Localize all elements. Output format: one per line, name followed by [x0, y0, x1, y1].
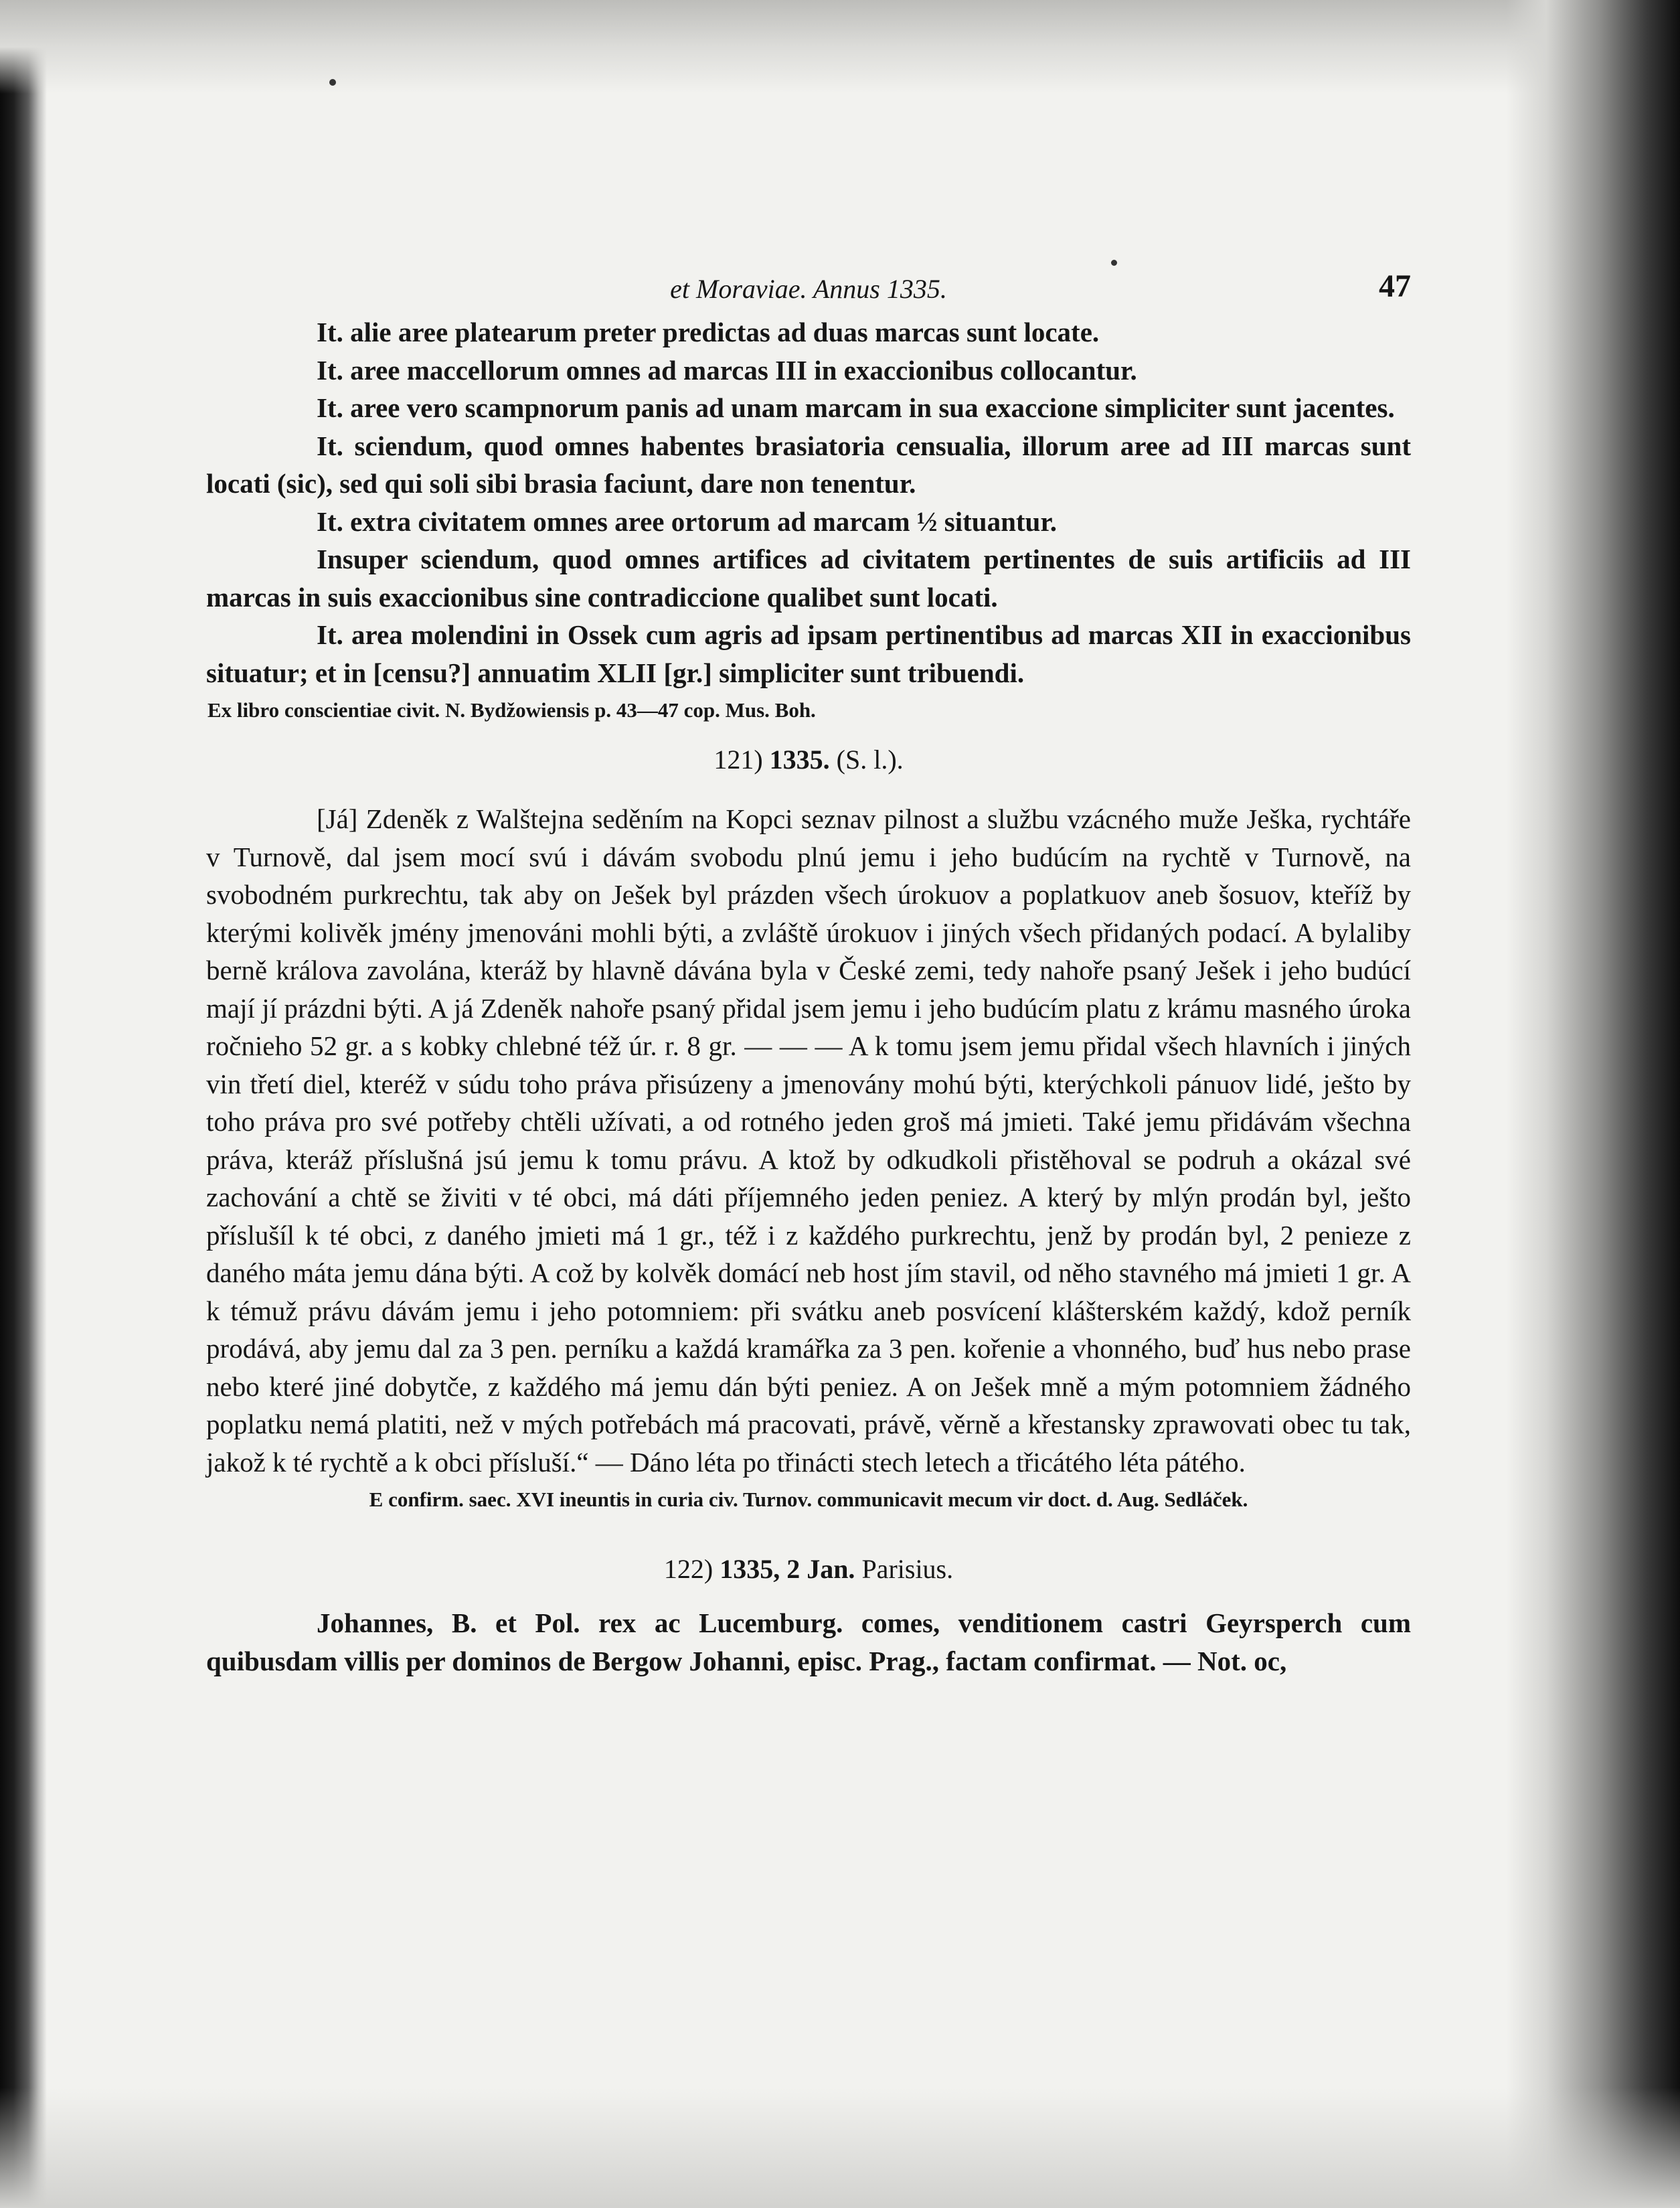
document-date: 1335. [769, 744, 830, 775]
latin-paragraph: It. area molendini in Ossek cum agris ad ipsam pertinentibus ad marcas XII in exaccionibus situatur; et in [censu?] annuatim XLII [gr.] simpliciter sunt tribuendi. [206, 619, 1411, 688]
latin-paragraph: Insuper sciendum, quod omnes artifices ad civitatem pertinentes de suis artificiis ad III marcas in suis exaccionibus sine contradiccione qualibet sunt locati. [206, 544, 1411, 613]
book-page [206, 266, 1411, 1680]
document-122-heading [206, 1549, 1411, 1589]
document-number: 121) [713, 744, 763, 775]
source-note: E confirm. saec. XVI ineuntis in curia civ. Turnov. communicavit mecum vir doct. d. Aug. Sedláček. [369, 1488, 1248, 1511]
document-place: (S. l.). [836, 744, 904, 775]
latin-paragraph: It. aree maccellorum omnes ad marcas III in exaccionibus collocantur. [317, 354, 1137, 386]
source-note: Ex libro conscientiae civit. N. Bydžowiensis p. 43—47 cop. Mus. Boh. [207, 698, 816, 722]
page-number: 47 [1379, 268, 1411, 304]
scan-right-shadow [1506, 0, 1680, 2208]
scan-bottom-shade [0, 2087, 1680, 2208]
running-head [206, 266, 1411, 313]
latin-paragraph: It. aree vero scampnorum panis ad unam marcam in sua exaccione simpliciter sunt jacentes. [317, 392, 1395, 423]
latin-paragraph: It. alie aree platearum preter predictas ad duas marcas sunt locate. [317, 317, 1100, 347]
scan-binding-shadow [0, 0, 47, 2208]
document-month: Jan. [807, 1554, 855, 1584]
scan-speck [329, 79, 336, 86]
document-121-heading [206, 740, 1411, 780]
document-place: Parisius. [861, 1554, 954, 1584]
regest-text: Johannes, B. et Pol. rex ac Lucemburg. comes, venditionem castri Geyrsperch cum quibusdam villis per dominos de Bergow Johanni, episc. Prag., factam confirmat. — Not. oc, [206, 1607, 1411, 1676]
document-121-body [206, 800, 1411, 1514]
document-number: 122) [663, 1554, 713, 1584]
latin-paragraph: It. extra civitatem omnes aree ortorum ad marcam ½ situantur. [317, 505, 1058, 537]
section-latin-entries [206, 313, 1411, 725]
charter-text: [Já] Zdeněk z Walštejna seděním na Kopci seznav pilnost a službu vzácného muže Ješka, rychtáře v Turnově, dal jsem mocí svú i dávám svobodu plnú jemu i jeho budúcím na rychtě v Turnově, na svobodném purkrechtu, tak aby on Ješek byl prázden všech úrokuov a poplatkuov aneb šosuov, kteříž by kterými kolivěk jmény jmenováni mohli býti, a zvláště úrokuov i jiných všech přidaných podací. A bylaliby berně králova zavolána, kteráž by hlavně dávána byla v České zemi, tedy nahoře psaný Ješek i jeho budúcí mají jí prázdni býti. A já Zdeněk nahoře psaný přidal jsem jemu i jeho budúcím platu z krámu masného úroka ročnieho 52 gr. a s kobky chlebné též úr. r. 8 gr. — — — A k tomu jsem jemu přidal všech hlavních i jiných vin třetí diel, kteréž v súdu toho práva přisúzeny a jmenovány mohú býti, kterýchkoli pánuov lidé, ješto by toho práva pro své potřeby chtěli užívati, a od rotného jeden groš má jmieti. Také jemu přidávám všechna práva, kteráž příslušná jsú jemu k tomu právu. A ktož by odkudkoli přistěhoval se podruh a okázal své zachování a chtě se živiti v té obci, má dáti příjemného jeden peniez. A který by mlýn prodán byl, ješto příslušíl k té obci, z daného jmieti má 1 gr., též i z každého purkrechtu, jenž by prodán byl, 2 penieze z daného máta jemu dána býti. A což by kolvěk domácí neb host jím stavil, od něho stavného má jmieti 1 gr. A k témuž právu dávám jemu i jeho potomniem: při svátku aneb posvícení klášterském každý, kdož perník prodává, aby jemu dal za 3 pen. perníku a každá kramářka za 3 pen. kořenie a vhonného, buď hus nebo prase nebo které jiné dobytče, z každého má jemu dán býti peniez. A on Ješek mně a mým potomniem žádného poplatku nemá platiti, než v mých potřebách má pracovati, právě, věrně a křestansky zprawovati obec tu tak, jakož k té rychtě a k obci přísluší.“ — Dáno léta po třinácti stech letech a třicátého léta pátého. [206, 803, 1411, 1478]
document-122-body [206, 1604, 1411, 1680]
running-head-title: et Moraviae. Annus 1335. [670, 274, 947, 304]
document-date: 1335, 2 [720, 1554, 801, 1584]
scan-top-shade [0, 0, 1680, 94]
latin-paragraph: It. sciendum, quod omnes habentes brasiatoria censualia, illorum aree ad III marcas sunt locati (sic), sed qui soli sibi brasia faciunt, dare non tenentur. [206, 430, 1411, 499]
scan-speck [1111, 260, 1117, 266]
